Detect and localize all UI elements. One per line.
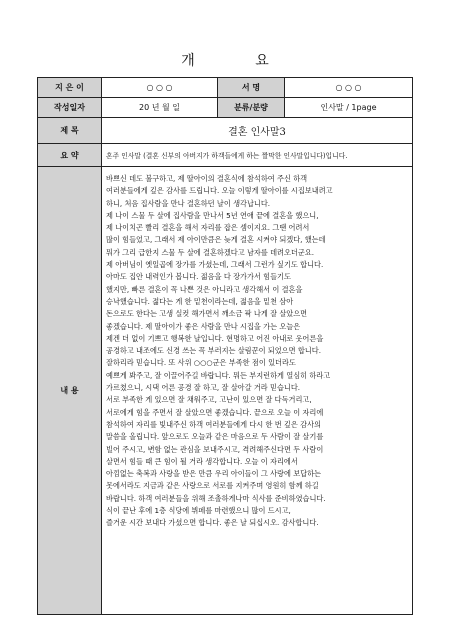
content-line: 가르쳤으니, 시댁 어른 공경 잘 하고, 잘 살아갈 거라 믿습니다.: [106, 383, 301, 393]
content-line: 못에서라도 지금과 같은 사랑으로 서로를 지켜주며 영원히 함께 하길: [106, 481, 319, 491]
subject-value: 결혼 인사말3: [102, 118, 413, 144]
content-line: 서로에게 힘을 주면서 잘 살았으면 좋겠습니다. 끝으로 오늘 이 자리에: [106, 407, 324, 417]
content-line: 예쁘게 봐주고, 잘 이끌어주길 바랍니다. 뭐든 부지런하게 열심히 하라고: [106, 370, 331, 380]
category-value: 인사말 / 1page: [285, 98, 413, 118]
subject-label: 제 목: [38, 118, 102, 144]
content-line: 많이 힘들었고, 그래서 제 아이만큼은 늦게 결혼 시켜야 되겠다, 했는데: [106, 235, 326, 245]
content-line: 말씀을 올립니다. 앞으로도 오늘과 같은 마음으로 두 사람이 잘 살기를: [106, 432, 324, 442]
content-line: 바랍니다. 하객 여러분들을 위해 조촐하게나마 식사를 준비하였습니다.: [106, 493, 326, 503]
signature-value: ○ ○ ○: [285, 78, 413, 98]
content-line: 서로 부족한 게 있으면 잘 채워주고, 고난이 있으면 잘 다독거리고,: [106, 395, 312, 405]
signature-label: 서 명: [218, 78, 285, 98]
content-line: 여러분들에게 깊은 감사를 드립니다. 오늘 이렇게 딸아이를 시집보내려고: [106, 186, 333, 196]
content-line: 제 나이치곤 빨리 결혼을 해서 자리를 잡은 셈이지요. 그땐 어려서: [106, 223, 310, 233]
date-label: 작성일자: [38, 98, 102, 118]
content-line: 아마도 집안 내력인가 봅니다. 젊음을 다 장가가서 힘들기도: [106, 272, 291, 282]
content-line: 살면서 힘들 때 큰 힘이 될 거라 생각합니다. 오늘 이 자리에서: [106, 456, 298, 466]
content-line: 좋겠습니다. 제 딸아이가 좋은 사람을 만나 시집을 가는 오늘은: [106, 321, 301, 331]
content-line: 바쁘신 데도 불구하고, 제 딸아이의 결혼식에 참석하여 주신 하객: [106, 174, 308, 183]
page-title: 개 요: [181, 53, 297, 69]
content-line: 빌어 주시고, 변함 없는 관심을 보내주시고, 격려해주신다면 두 사람이: [106, 444, 324, 454]
content-line: 돈으로도 한다는 고생 실컷 해가면서 깨소금 팍 나게 잘 살았으면: [106, 309, 308, 319]
summary-value: 혼주 인사말 (결혼 신부의 아버지가 하객들에게 하는 짤막한 인사말입니다)입니다.: [102, 144, 413, 167]
content-line: 하니, 처음 집사람을 만나 결혼하던 날이 생각납니다.: [106, 198, 271, 208]
content-line: 승낙했습니다. 젊다는 게 한 밑천이라는데, 젊음을 밑천 삼아: [106, 296, 294, 306]
content-label: 내 용: [38, 167, 102, 615]
summary-label: 요 약: [38, 144, 102, 167]
document-form-table: [37, 77, 413, 615]
content-line: 뭐가 그리 급한지 스물 두 살에 결혼하겠다고 남자를 데려오더군요.: [106, 247, 315, 257]
content-lines: [106, 173, 408, 530]
content-line: 식이 끝난 후에 1층 식당에 뷔페를 마련했으니 많이 드시고,: [106, 506, 291, 516]
author-value: ○ ○ ○: [102, 78, 218, 98]
content-line: 했지만, 빠른 결혼이 꼭 나쁜 것은 아니라고 생각해서 이 결혼을: [106, 284, 303, 294]
date-value: 20 년 월 일: [102, 98, 218, 118]
content-line: 참석하여 자리를 빛내주신 하객 여러분들에게 다시 한 번 깊은 감사의: [106, 419, 321, 429]
content-line: 잘하리라 믿습니다. 또 사위 ○○○군은 부족한 점이 있더라도: [106, 358, 296, 368]
content-line: 제 아버님이 옛일곱에 장가를 가셨는데, 그래서 그런가 싶기도 합니다.: [106, 260, 324, 270]
content-body: [102, 167, 413, 615]
content-line: 즐거운 시간 보내다 가셨으면 합니다. 좋은 날 되십시오. 감사합니다.: [106, 518, 319, 528]
author-label: 지 은 이: [38, 78, 102, 98]
content-line: 제겐 더 없이 기쁘고 행복한 날입니다. 현명하고 어진 아내로 웃어른을: [106, 333, 324, 343]
content-line: 아낌없는 축복과 사랑을 받은 만큼 우리 아이들이 그 사랑에 보답하는: [106, 469, 321, 479]
content-line: 제 나이 스물 두 살에 집사람을 만나서 5년 연애 끝에 결혼을 했으니,: [106, 210, 319, 220]
content-line: 공경하고 내조에도 신경 쓰는 꼭 부러지는 살림꾼이 되었으면 합니다.: [106, 346, 321, 356]
category-label: 분류/분량: [218, 98, 285, 118]
